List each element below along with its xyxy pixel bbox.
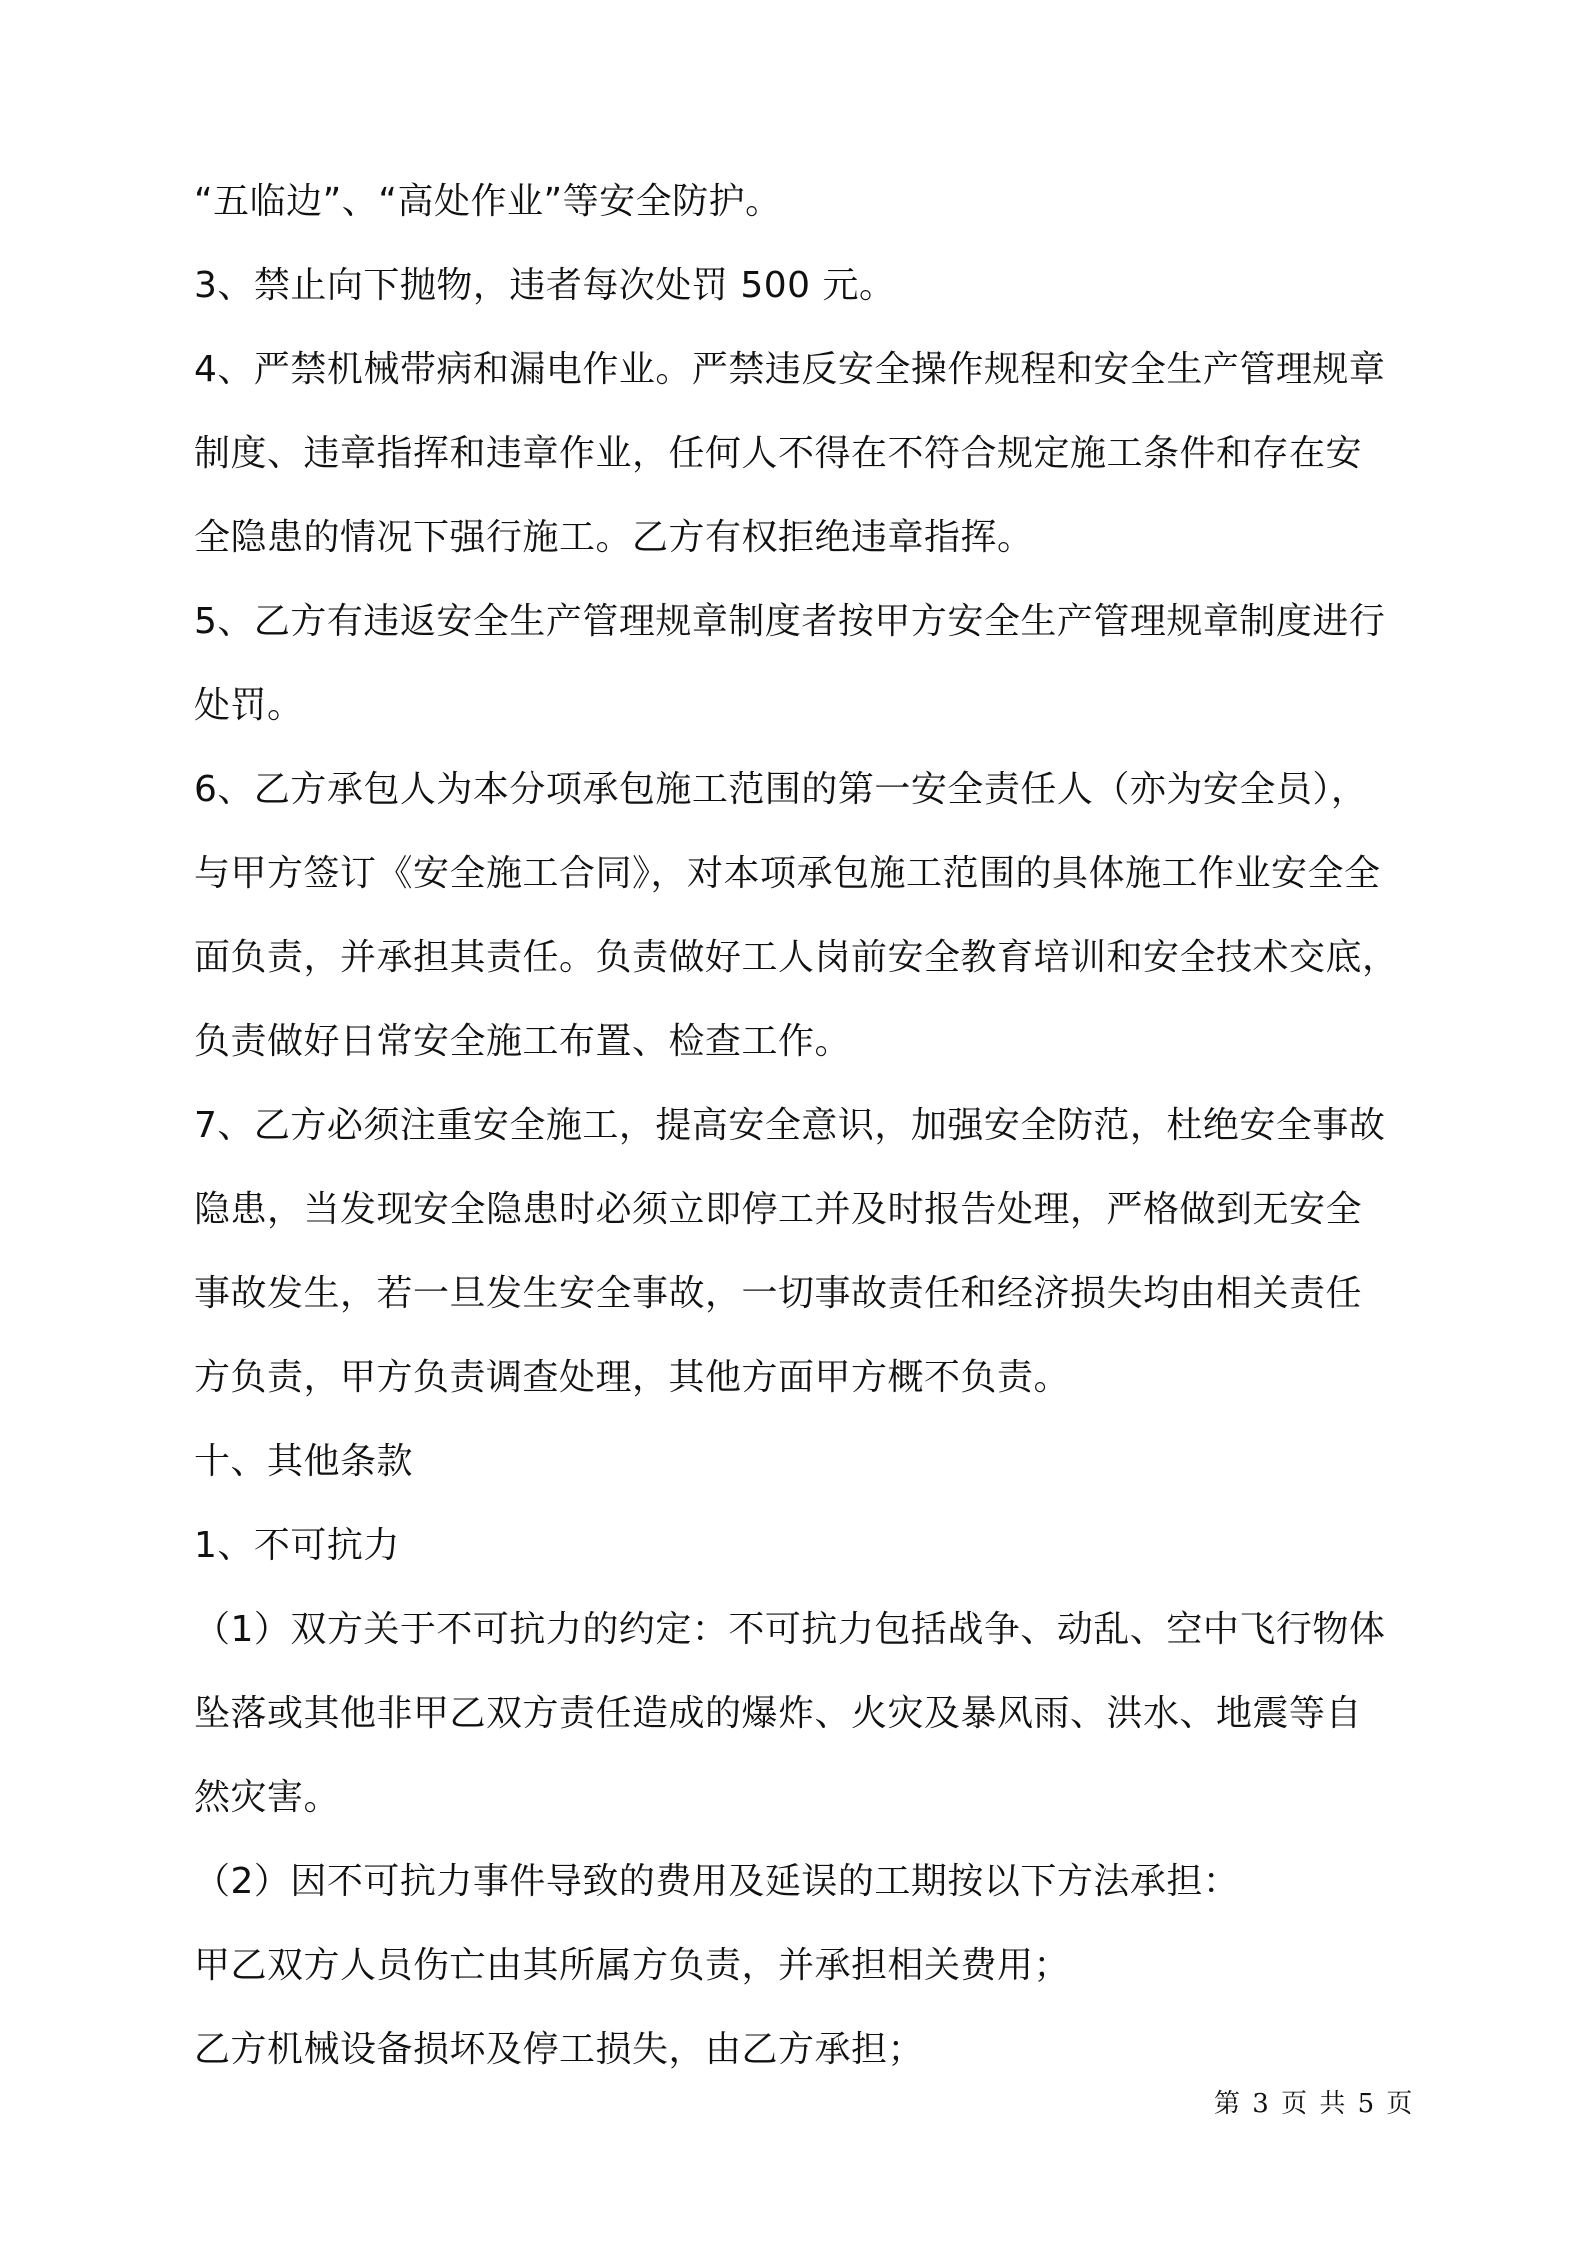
text-line: 乙方机械设备损坏及停工损失，由乙方承担； xyxy=(194,2029,925,2070)
subsection-heading: 1、不可抗力 xyxy=(194,1525,400,1566)
text-line: 4、严禁机械带病和漏电作业。严禁违反安全操作规程和安全生产管理规章 xyxy=(194,349,1386,390)
text-line: 负责做好日常安全施工布置、检查工作。 xyxy=(194,1021,852,1062)
text-line: 隐患，当发现安全隐患时必须立即停工并及时报告处理，严格做到无安全 xyxy=(194,1189,1363,1230)
text-line: “五临边”、“高处作业”等安全防护。 xyxy=(194,181,782,222)
text-line: 全隐患的情况下强行施工。乙方有权拒绝违章指挥。 xyxy=(194,517,1034,558)
text-line: 制度、违章指挥和违章作业，任何人不得在不符合规定施工条件和存在安 xyxy=(194,433,1363,474)
text-line: 面负责，并承担其责任。负责做好工人岗前安全教育培训和安全技术交底， xyxy=(194,937,1399,978)
text-line: 方负责，甲方负责调查处理，其他方面甲方概不负责。 xyxy=(194,1357,1071,1398)
text-line: 甲乙双方人员伤亡由其所属方负责，并承担相关费用； xyxy=(194,1945,1071,1986)
text-line: 7、乙方必须注重安全施工，提高安全意识，加强安全防范，杜绝安全事故 xyxy=(194,1105,1386,1146)
text-line: 事故发生，若一旦发生安全事故，一切事故责任和经济损失均由相关责任 xyxy=(194,1273,1363,1314)
text-line: 坠落或其他非甲乙双方责任造成的爆炸、火灾及暴风雨、洪水、地震等自 xyxy=(194,1693,1363,1734)
text-line: （2）因不可抗力事件导致的费用及延误的工期按以下方法承担： xyxy=(194,1861,1240,1902)
text-line: 与甲方签订《安全施工合同》，对本项承包施工范围的具体施工作业安全全 xyxy=(194,853,1381,894)
text-line: 5、乙方有违返安全生产管理规章制度者按甲方安全生产管理规章制度进行 xyxy=(194,601,1386,642)
text-line: 3、禁止向下抛物，违者每次处罚 500 元。 xyxy=(194,265,896,306)
text-line: （1）双方关于不可抗力的约定：不可抗力包括战争、动乱、空中飞行物体 xyxy=(194,1609,1386,1650)
text-line: 然灾害。 xyxy=(194,1777,341,1818)
document-body xyxy=(194,160,1414,2092)
text-line: 6、乙方承包人为本分项承包施工范围的第一安全责任人（亦为安全员）， xyxy=(194,769,1368,810)
page-number-footer: 第 3 页 共 5 页 xyxy=(1214,2089,1415,2119)
section-heading: 十、其他条款 xyxy=(194,1441,414,1482)
text-line: 处罚。 xyxy=(194,685,304,726)
